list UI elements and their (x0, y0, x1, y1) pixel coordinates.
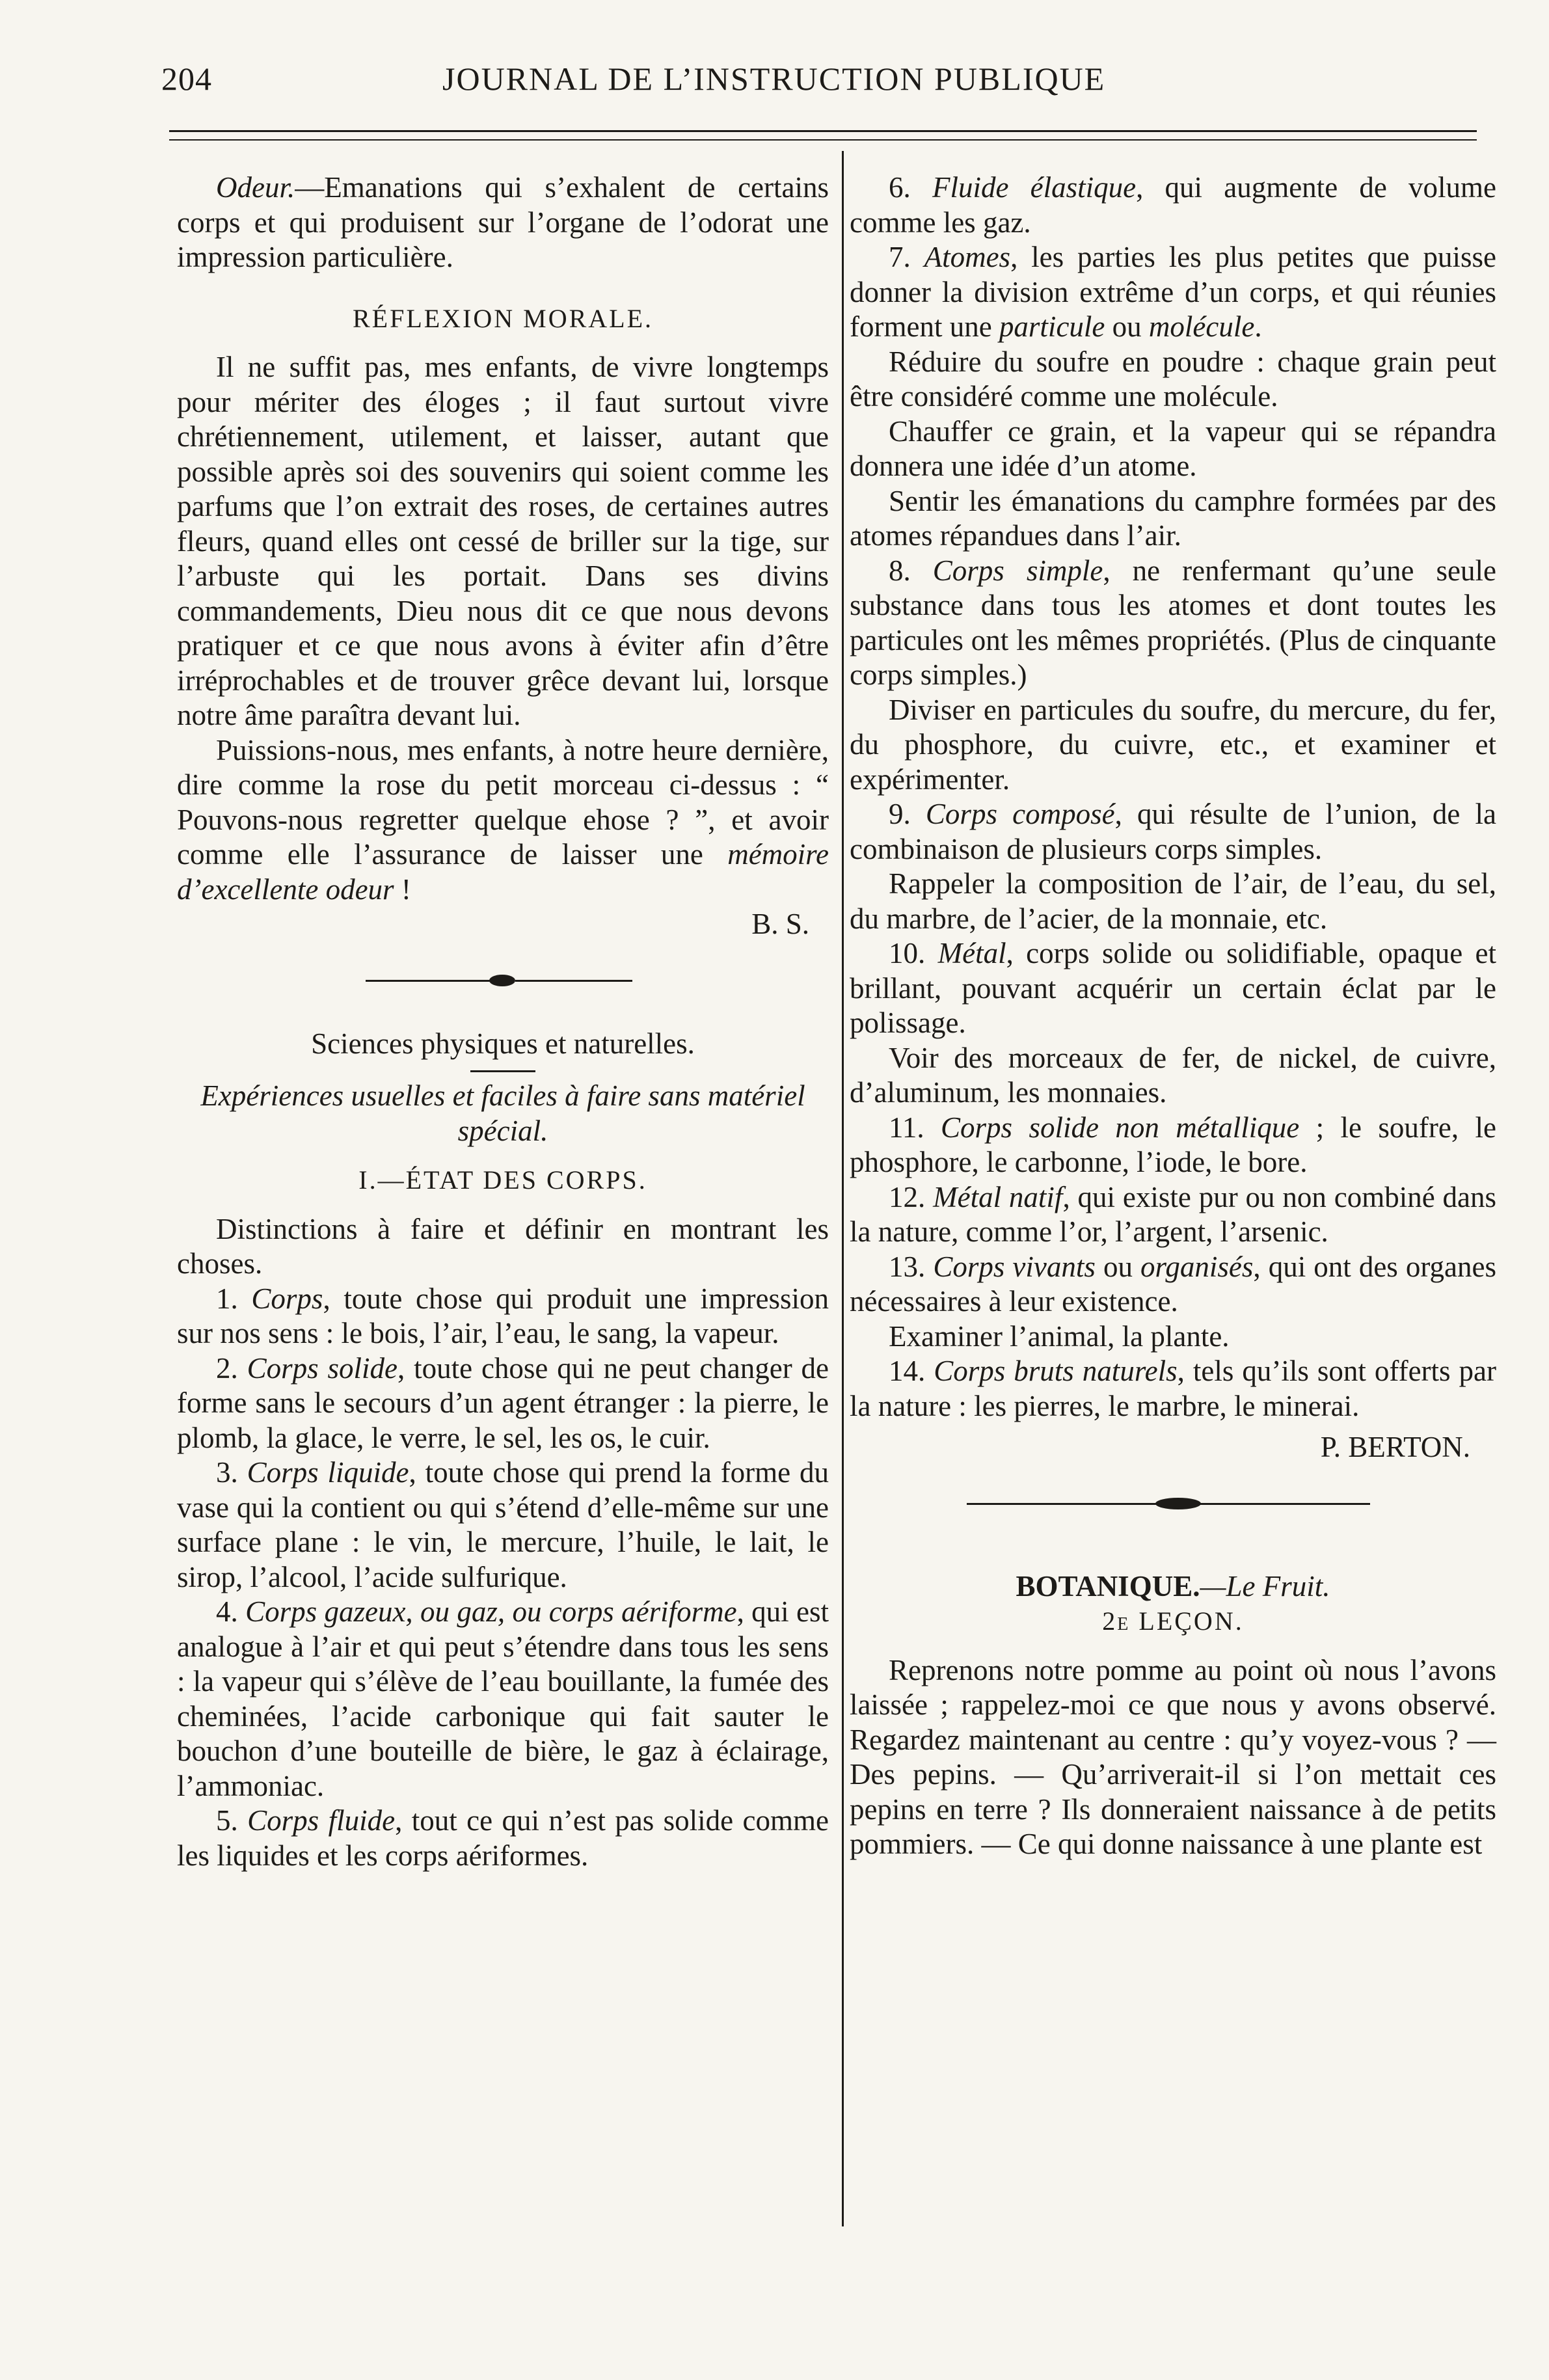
item-text: , qui résulte de l’union, de la combinaison de plusieurs corps simples. (850, 798, 1496, 865)
item-text: , qui est analogue à l’air et qui peut s’étendre dans tous les sens : la vapeur qui s’élève de l’eau bouillante, la fumée des cheminées, l’acide carbonique qui fait sauter le bouchon d’une bouteille de bière, le gaz à éclairage, l’ammoniac. (177, 1595, 829, 1802)
experiment-paragraph: Diviser en particules du soufre, du mercure, du fer, du phosphore, du cuivre, etc., et examiner et expérimenter. (850, 693, 1496, 796)
list-item (850, 936, 1496, 1041)
item-text: , qui existe pur ou non combiné dans la nature, comme l’or, l’argent, l’arsenic. (850, 1180, 1497, 1248)
list-item (850, 1111, 1496, 1180)
title-rule (470, 1070, 535, 1072)
item-term: molécule (1148, 310, 1255, 343)
reflexion-signature: B. S. (751, 908, 809, 940)
item-number: 6. (889, 171, 932, 204)
item-number: 4. (216, 1595, 246, 1628)
item-text: ; le soufre, le phosphore, le carbonne, l’iode, le bore. (850, 1111, 1496, 1178)
item-number: 7. (889, 241, 924, 273)
item-number: 10. (889, 937, 938, 969)
list-item (177, 1351, 829, 1456)
list-item (850, 1250, 1496, 1319)
item-term: Fluide élastique (932, 171, 1137, 204)
list-item (850, 1180, 1496, 1250)
item-text: . (1254, 310, 1262, 343)
item-term: Métal (937, 937, 1006, 969)
reflexion-p2-text: Puissions-nous, mes enfants, à notre heure dernière, dire comme la rose du petit morceau ci-dessus : “ Pouvons-nous regretter quelque ehose ? ”, et avoir comme elle l’assurance de laisser une (177, 733, 829, 871)
section-ornament (177, 962, 829, 1001)
item-number: 5. (216, 1804, 248, 1837)
lecon-title: 2e LEÇON. (1102, 1606, 1244, 1636)
list-item (850, 240, 1496, 345)
etat-title: I.—ÉTAT DES CORPS. (358, 1165, 647, 1195)
botanique-paragraph: Reprenons notre pomme au point où nous l’avons laissée ; rappelez-moi ce que nous y avons observé. Regardez maintenant au centre : qu’y voyez-vous ? —Des pepins. — Qu’arriverait-il si l’on mettait ces pepins en terre ? Ils donneraient naissance à de petits pommiers. — Ce qui donne naissance à une plante est (850, 1653, 1496, 1860)
experiment-paragraph: Rappeler la composition de l’air, de l’eau, du sel, du marbre, de l’acier, de la monnaie, etc. (850, 867, 1496, 935)
item-number: 2. (216, 1351, 247, 1385)
item-text: ou (1105, 310, 1149, 343)
item-text: , tout ce qui n’est pas solide comme les liquides et les corps aériformes. (177, 1804, 829, 1872)
experiment-paragraph: Réduire du soufre en poudre : chaque grain peut être considéré comme une molécule. (850, 345, 1496, 412)
odeur-text: —Emanations qui s’exhalent de certains corps et qui produisent sur l’organe de l’odorat une impression particulière. (177, 171, 829, 273)
reflexion-title: RÉFLEXION MORALE. (352, 303, 654, 333)
reflexion-p2-end: ! (394, 872, 411, 906)
item-number: 9. (889, 798, 926, 830)
intro-paragraph: Distinctions à faire et définir en montrant les choses. (177, 1212, 829, 1280)
item-number: 13. (889, 1250, 934, 1283)
item-text: , toute chose qui prend la forme du vase qui la contient ou qui s’étend d’elle-même sur une surface plane : le vin, le mercure, l’huile, le lait, le sirop, l’alcool, l’acide sulfurique. (177, 1456, 829, 1593)
list-item (850, 170, 1496, 240)
experiment-paragraph: Voir des morceaux de fer, de nickel, de cuivre, d’aluminum, les monnaies. (850, 1041, 1496, 1109)
section-signature: P. BERTON. (1320, 1431, 1470, 1463)
reflexion-paragraph-2 (177, 733, 829, 908)
section-ornament (850, 1485, 1496, 1524)
running-title: JOURNAL DE L’INSTRUCTION PUBLIQUE (442, 61, 1106, 97)
botanique-title (850, 1569, 1496, 1604)
botanique-italic: —Le Fruit. (1200, 1569, 1330, 1602)
item-number: 1. (216, 1282, 252, 1315)
header-rule-thin (169, 139, 1477, 141)
list-item (850, 554, 1496, 693)
list-item (850, 797, 1496, 867)
item-term: Corps gazeux, ou gaz, ou corps aériforme (245, 1595, 737, 1628)
list-item (177, 1804, 829, 1873)
sciences-subtitle: Expériences usuelles et faciles à faire sans matériel spécial. (200, 1079, 805, 1147)
item-text: , toute chose qui produit une impression sur nos sens : le bois, l’air, l’eau, le sang, la vapeur. (177, 1282, 829, 1349)
item-number: 3. (216, 1456, 247, 1489)
right-column (850, 170, 1496, 1862)
item-term: Corps simple (932, 554, 1103, 587)
item-number: 8. (889, 554, 933, 587)
odeur-term: Odeur. (216, 171, 295, 204)
odeur-definition (177, 170, 829, 275)
item-term: Atomes (924, 241, 1011, 273)
experiment-paragraph: Sentir les émanations du camphre formées par des atomes répandues dans l’air. (850, 484, 1496, 552)
item-number: 12. (889, 1180, 934, 1213)
list-item (177, 1455, 829, 1595)
item-term: Corps bruts naturels (934, 1355, 1178, 1387)
item-term: particule (999, 310, 1105, 343)
item-term: Corps fluide (247, 1804, 396, 1837)
page-number: 204 (161, 61, 212, 97)
list-item (850, 1354, 1496, 1424)
experiment-paragraph: Chauffer ce grain, et la vapeur qui se répandra donnera une idée d’un atome. (850, 414, 1496, 482)
reflexion-p2-italic: mémoire d’excellente odeur (177, 838, 829, 906)
item-text: , qui augmente de volume comme les gaz. (850, 171, 1497, 239)
item-text: , toute chose qui ne peut changer de forme sans le secours d’un agent étranger : la pierre, le plomb, la glace, le verre, le sel, les os, le cuir. (177, 1351, 829, 1454)
list-item (177, 1282, 829, 1351)
item-term: Corps composé (925, 798, 1115, 830)
item-term: Corps solide (247, 1351, 397, 1385)
list-item (177, 1595, 829, 1804)
item-text: , corps solide ou solidifiable, opaque et brillant, pouvant acquérir un certain éclat par le polissage. (850, 937, 1497, 1039)
item-text: , qui ont des organes nécessaires à leur existence. (850, 1250, 1497, 1318)
item-number: 14. (889, 1355, 934, 1387)
item-term: Corps vivants (933, 1250, 1096, 1283)
left-column (177, 170, 829, 1873)
item-term: Corps solide non métallique (941, 1111, 1300, 1144)
column-divider (842, 151, 844, 2226)
header-rule (169, 130, 1477, 132)
item-text: ou (1095, 1250, 1141, 1283)
reflexion-paragraph-1: Il ne suffit pas, mes enfants, de vivre longtemps pour mériter des éloges ; il faut surtout vivre chrétiennement, utilement, et laisser, autant que possible après soi des souvenirs qui soient comme les parfums que l’on extrait des roses, de certaines autres fleurs, quand elles ont cessé de briller sur la tige, sur l’arbuste qui les portait. Dans ses divins commandements, Dieu nous dit ce que nous devons pratiquer et ce que nous avons à éviter afin d’être irréprochables et de trouver grêce devant lui, lorsque notre âme paraîtra devant lui. (177, 351, 829, 731)
item-term: organisés (1140, 1250, 1254, 1283)
item-term: Corps (251, 1282, 323, 1315)
item-term: Métal natif (933, 1180, 1063, 1213)
item-term: Corps liquide (247, 1456, 409, 1489)
botanique-bold: BOTANIQUE. (1016, 1569, 1200, 1602)
item-text: , les parties les plus petites que puisse donner la division extrême d’un corps, et qui réunies forment une (850, 241, 1496, 343)
item-text: , ne renfermant qu’une seule substance dans tous les atomes et dont toutes les particules ont les mêmes propriétés. (Plus de cinquante corps simples.) (850, 554, 1496, 691)
sciences-title: Sciences physiques et naturelles. (311, 1027, 695, 1060)
item-text: , tels qu’ils sont offerts par la nature : les pierres, le marbre, le minerai. (850, 1355, 1496, 1422)
experiment-paragraph: Examiner l’animal, la plante. (889, 1319, 1230, 1353)
item-number: 11. (889, 1111, 941, 1144)
